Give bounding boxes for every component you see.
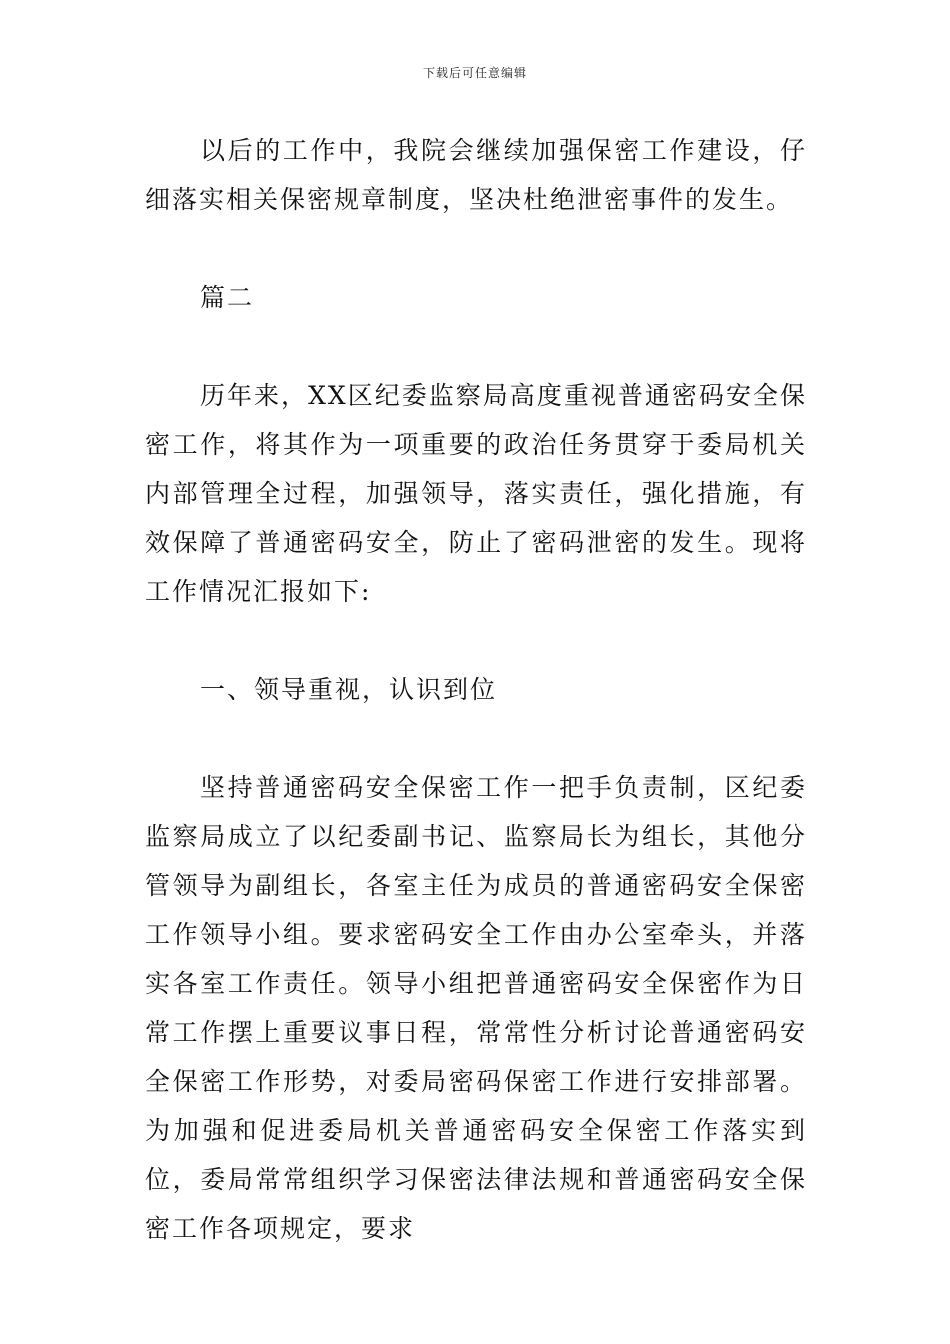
paragraph-intro: 历年来，XX区纪委监察局高度重视普通密码安全保密工作，将其作为一项重要的政治任务贯穿于委局机关内部管理全过程，加强领导，落实责任，强化措施，有效保障了普通密码安全，防止了密码泄密的发生。现将工作情况汇报如下: bbox=[145, 381, 807, 606]
paragraph-conclusion: 以后的工作中，我院会继续加强保密工作建设，仔细落实相关保密规章制度，坚决杜绝泄密事件的发生。 bbox=[145, 136, 807, 214]
page-header: 下载后可任意编辑 bbox=[422, 66, 527, 80]
paragraph-leadership: 坚持普通密码安全保密工作一把手负责制，区纪委监察局成立了以纪委副书记、监察局长为组长，其他分管领导为副组长，各室主任为成员的普通密码安全保密工作领导小组。要求密码安全工作由办公室牵头，并落实各室工作责任。领导小组把普通密码安全保密作为日常工作摆上重要议事日程，常常性分析讨论普通密码安全保密工作形势，对委局密码保密工作进行安排部署。为加强和促进委局机关普通密码安全保密工作落实到位，委局常常组织学习保密法律法规和普通密码安全保密工作各项规定，要求 bbox=[145, 773, 807, 1243]
document-body bbox=[145, 126, 807, 1302]
section-label: 篇二 bbox=[200, 283, 255, 312]
section-heading-1: 一、领导重视，认识到位 bbox=[200, 675, 498, 704]
